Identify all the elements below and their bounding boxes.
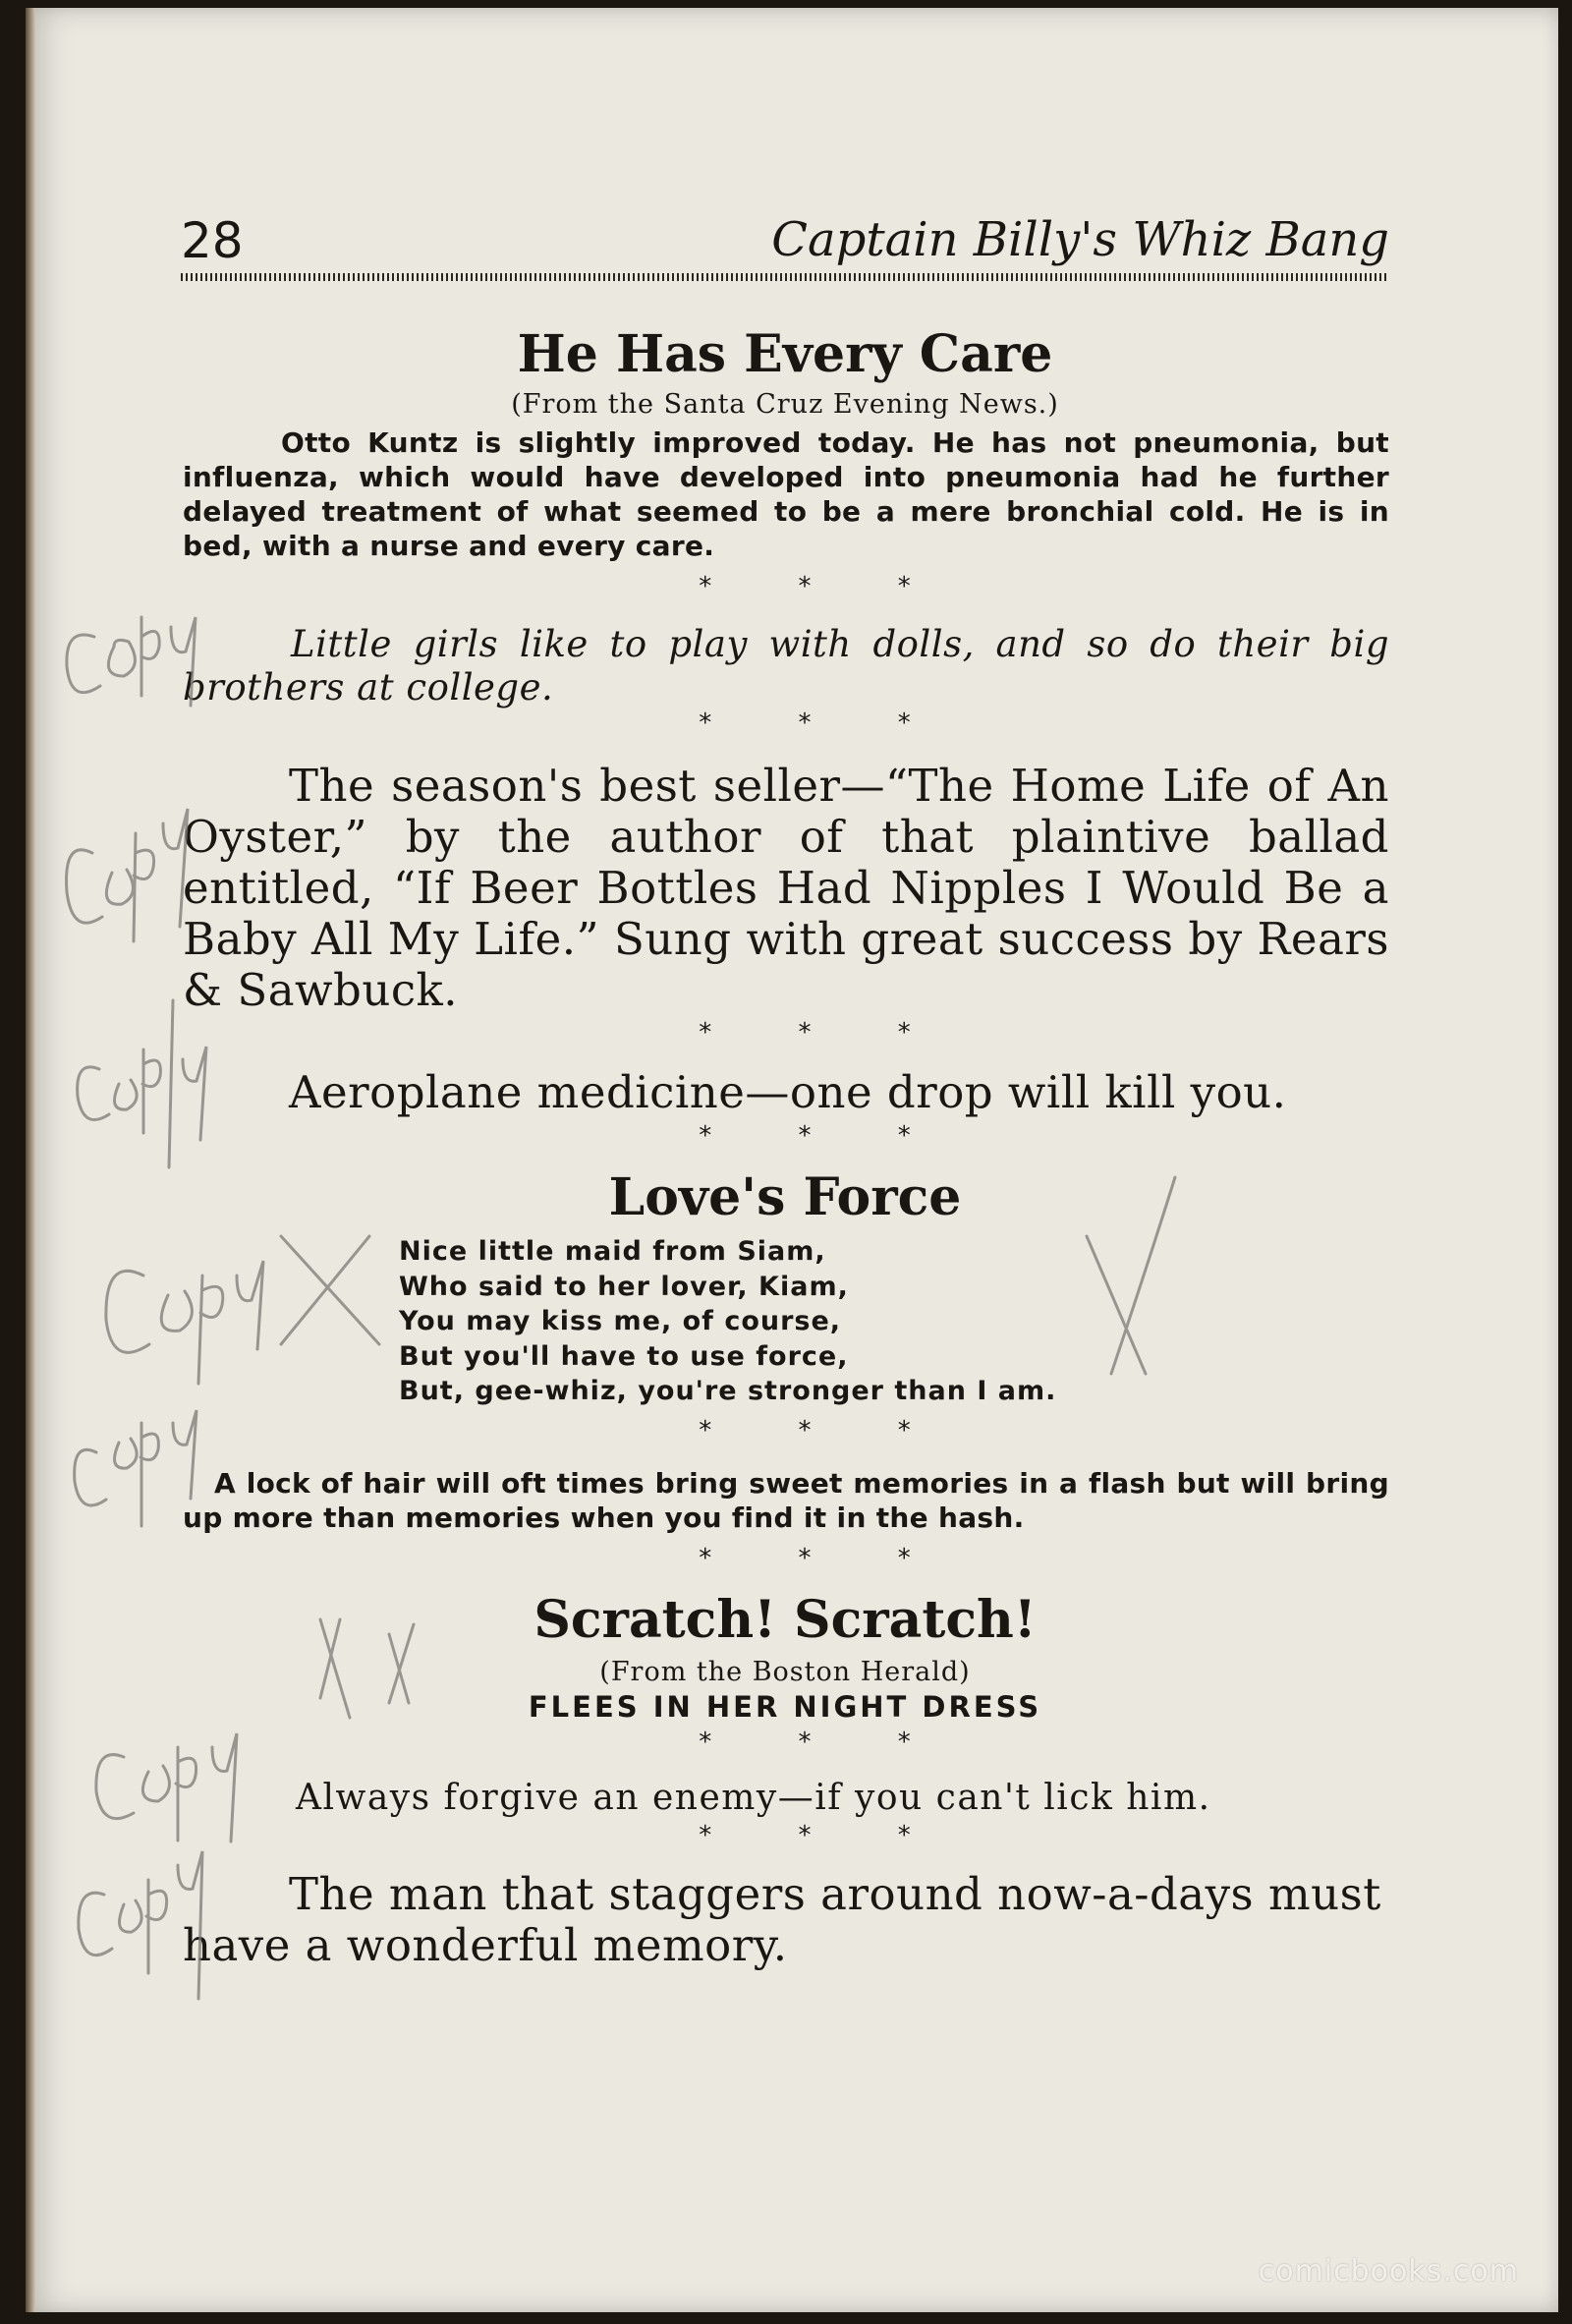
scratch-source: (From the Boston Herald) [599, 1657, 971, 1687]
poem-line: Who said to her lover, Kiam, [399, 1271, 849, 1302]
handwritten-copyx-mark [106, 1236, 379, 1384]
scratch-title: Scratch! Scratch! [533, 1590, 1037, 1650]
handwritten-copy-mark [96, 1733, 237, 1842]
separator-stars: * * * [699, 1544, 950, 1573]
separator-stars: * * * [699, 1416, 950, 1445]
separator-stars: * * * [699, 572, 950, 601]
love-title: Love's Force [608, 1167, 962, 1227]
oyster-joke: The season's best seller—“The Home Life of An Oyster,” by the author of that plaintive ballad entitled, “If Beer Bottles Had Nipples I Would Be a Baby All My Life.” Sung with great success by Rears & Sawbuck. [183, 760, 1389, 1016]
handwritten-xx-mark [320, 1619, 414, 1718]
magazine-page [26, 8, 1558, 2312]
poem-line: But you'll have to use force, [399, 1340, 849, 1372]
poem-line: Nice little maid from Siam, [399, 1236, 826, 1267]
care-title: He Has Every Care [517, 324, 1053, 384]
handwritten-copy-mark [67, 617, 196, 706]
watermark: comicbooks.com [1258, 2254, 1519, 2289]
handwritten-x-mark [1087, 1177, 1175, 1374]
handwritten-copy-mark [75, 1410, 196, 1526]
separator-stars: * * * [699, 1018, 950, 1048]
pencil-annotations [26, 8, 1558, 2312]
care-body: Otto Kuntz is slightly improved today. He has not pneumonia, but influenza, which would have developed into pneumonia had he further delayed treatment of what seemed to be a mere bronchial cold. He is in bed, with a nurse and every care. [183, 426, 1389, 562]
poem-line: But, gee-whiz, you're stronger than I am. [399, 1376, 1057, 1406]
dolls-joke: Little girls like to play with dolls, and so do their big brothers at college. [183, 623, 1389, 709]
separator-stars: * * * [699, 709, 950, 738]
memory-joke: The man that staggers around now-a-days must have a wonderful memory. [183, 1868, 1381, 1971]
enemy-joke: Always forgive an enemy—if you can't lick him. [296, 1778, 1211, 1818]
separator-stars: * * * [699, 1821, 950, 1850]
hair-joke: A lock of hair will oft times bring sweet memories in a flash but will bring up more than memories when you find it in the hash. [183, 1467, 1389, 1534]
care-source: (From the Santa Cruz Evening News.) [511, 389, 1059, 420]
separator-stars: * * * [699, 1728, 950, 1757]
poem-line: You may kiss me, of course, [399, 1306, 842, 1336]
handwritten-copy-mark [78, 1000, 206, 1167]
scratch-headline: FLEES IN HER NIGHT DRESS [528, 1690, 1042, 1724]
separator-stars: * * * [699, 1121, 950, 1151]
handwritten-copy-mark [67, 809, 188, 941]
running-header-title: Captain Billy's Whiz Bang [771, 212, 1389, 267]
page-number: 28 [181, 212, 244, 269]
aeroplane-joke: Aeroplane medicine—one drop will kill you. [289, 1066, 1287, 1118]
handwritten-copy-mark [79, 1851, 202, 1999]
